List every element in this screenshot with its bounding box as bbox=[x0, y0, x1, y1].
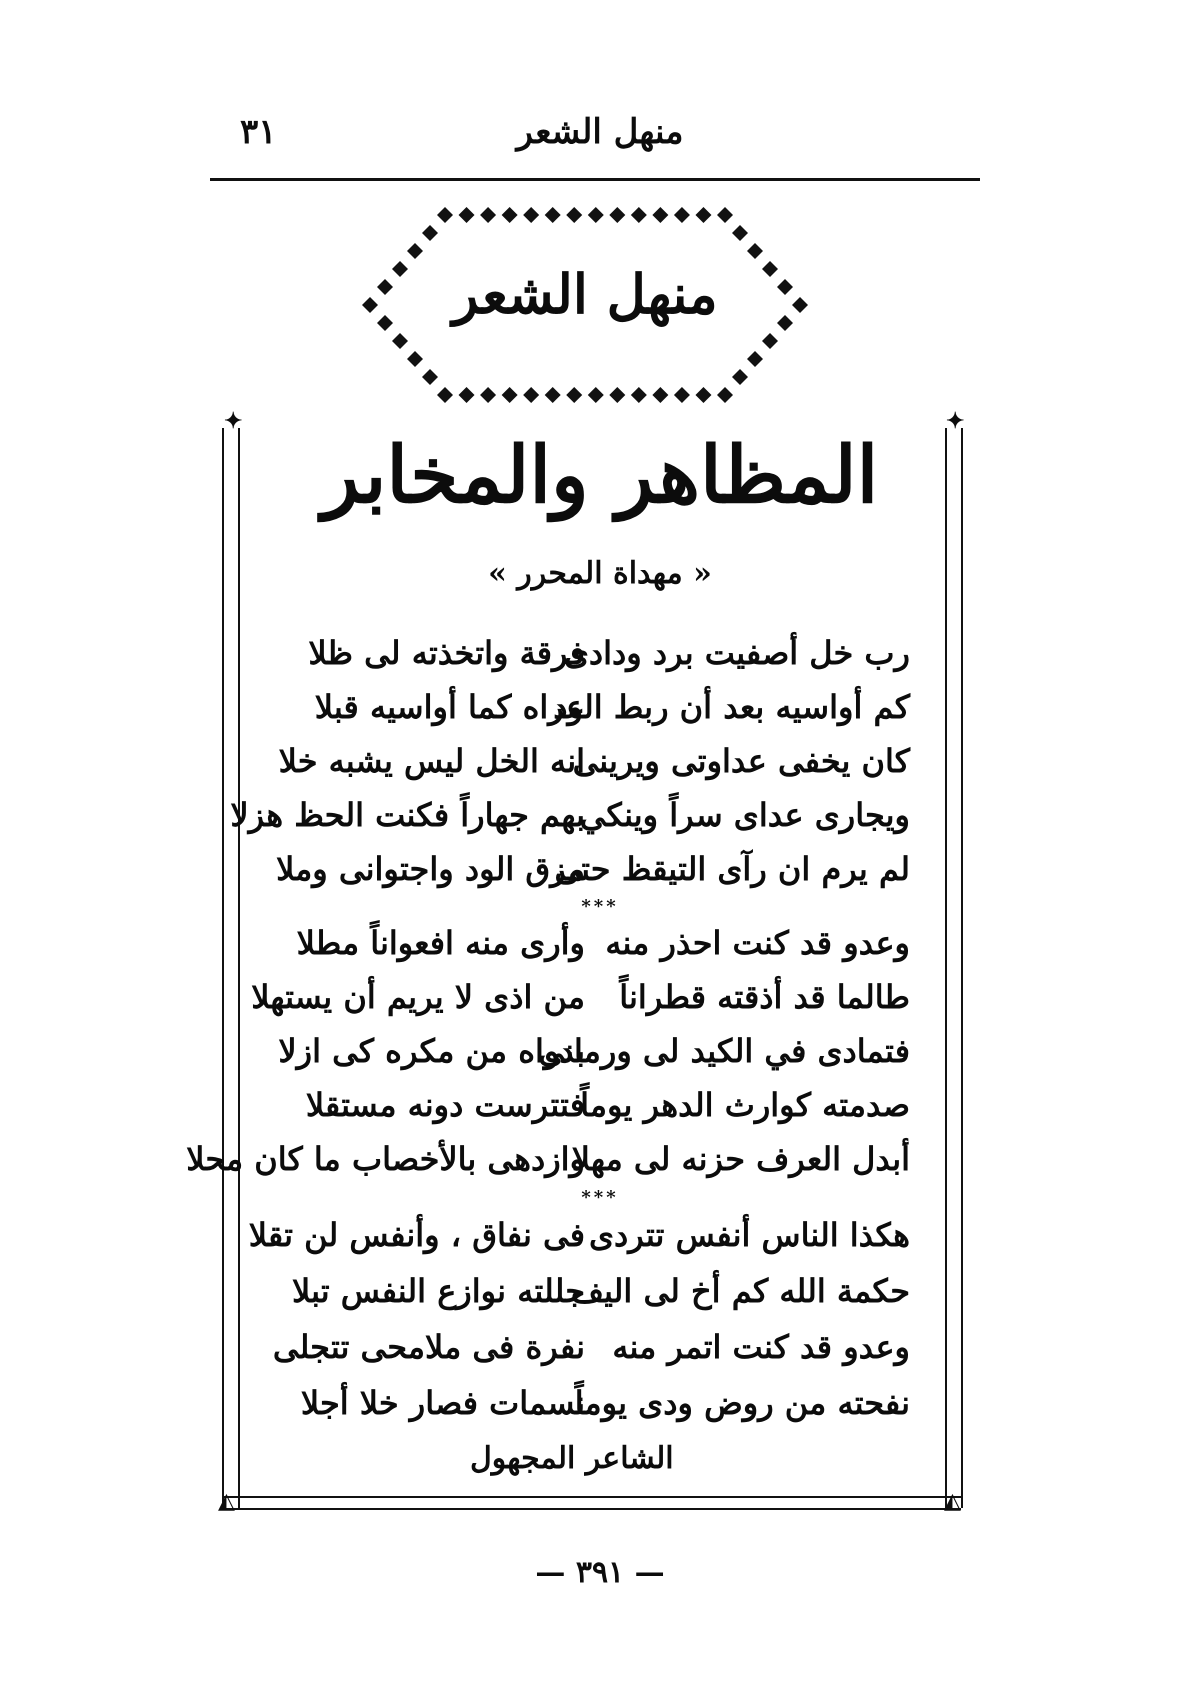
verse-second-hemistich: وازدهى بالأخصاب ما كان محلا bbox=[186, 1140, 585, 1178]
ornament-diamond bbox=[652, 207, 668, 223]
verse-first-hemistich: أبدل العرف حزنه لى مهلا bbox=[571, 1140, 910, 1178]
frame-corner-ornament: ◭ bbox=[218, 1488, 235, 1514]
ornament-diamond bbox=[566, 207, 582, 223]
verse-second-hemistich: نسمات فصار خلا أجلا bbox=[300, 1384, 585, 1422]
ornament-diamond bbox=[545, 387, 561, 403]
verse-second-hemistich: فتترست دونه مستقلا bbox=[305, 1086, 585, 1124]
ornament-diamond bbox=[437, 207, 453, 223]
ornament-diamond bbox=[502, 387, 518, 403]
section-title: منهل الشعر bbox=[452, 262, 718, 326]
ornament-diamond bbox=[588, 387, 604, 403]
stanza-separator: *** bbox=[581, 896, 619, 917]
ornament-diamond bbox=[732, 225, 748, 241]
ornament-diamond bbox=[459, 387, 475, 403]
ornament-diamond bbox=[566, 387, 582, 403]
verse-second-hemistich: انه الخل ليس يشبه خلا bbox=[278, 742, 585, 780]
ornament-diamond bbox=[422, 369, 438, 385]
frame-bottom-border bbox=[222, 1496, 961, 1510]
ornament-diamond bbox=[631, 387, 647, 403]
header-page-number: ٣١ bbox=[240, 112, 277, 152]
verse-first-hemistich: وعدو قد كنت اتمر منه bbox=[612, 1328, 910, 1366]
verse-first-hemistich: وعدو قد كنت احذر منه bbox=[605, 924, 910, 962]
verse-first-hemistich: ويجارى عداى سراً وينكي bbox=[579, 796, 910, 834]
ornament-diamond bbox=[407, 243, 423, 259]
ornament-diamond bbox=[609, 387, 625, 403]
verse-first-hemistich: هكذا الناس أنفس تتردى bbox=[588, 1216, 910, 1254]
stanza-separator: *** bbox=[581, 1187, 619, 1208]
ornament-diamond bbox=[717, 207, 733, 223]
verse-second-hemistich: فرقة واتخذته لى ظلا bbox=[308, 634, 585, 672]
verse-first-hemistich: فتمادى في الكيد لى ورمانى bbox=[538, 1032, 910, 1070]
running-header-title: منهل الشعر bbox=[516, 112, 684, 152]
ornament-diamond bbox=[545, 207, 561, 223]
verse-first-hemistich: حكمة الله كم أخ لى اليف bbox=[570, 1272, 910, 1310]
footer-page-number: — ٣٩١ — bbox=[535, 1555, 665, 1590]
ornament-diamond bbox=[747, 243, 763, 259]
ornament-diamond bbox=[674, 387, 690, 403]
ornament-diamond bbox=[762, 333, 778, 349]
ornament-diamond bbox=[652, 387, 668, 403]
verse-second-hemistich: جللته نوازع النفس تبلا bbox=[291, 1272, 585, 1310]
verse-second-hemistich: وأرى منه افعواناً مطلا bbox=[296, 924, 585, 962]
poet-signature: الشاعر المجهول bbox=[470, 1441, 674, 1476]
ornament-diamond bbox=[631, 207, 647, 223]
verse-first-hemistich: نفحته من روض ودى يوماً bbox=[574, 1384, 910, 1422]
ornament-diamond bbox=[502, 207, 518, 223]
ornament-diamond bbox=[747, 351, 763, 367]
verse-first-hemistich: كان يخفى عداوتى ويرينى bbox=[572, 742, 910, 780]
ornament-diamond bbox=[732, 369, 748, 385]
ornament-diamond bbox=[523, 387, 539, 403]
poem-title: المظاهر والمخابر bbox=[321, 430, 879, 521]
verse-first-hemistich: كم أواسيه بعد أن ربط الود bbox=[553, 688, 910, 726]
ornament-diamond bbox=[480, 207, 496, 223]
frame-corner-ornament: ✦ bbox=[224, 408, 243, 434]
ornament-diamond bbox=[523, 207, 539, 223]
ornament-diamond bbox=[459, 207, 475, 223]
verse-second-hemistich: نفرة فى ملامحى تتجلى bbox=[272, 1328, 585, 1366]
ornament-diamond bbox=[674, 207, 690, 223]
verse-first-hemistich: لم يرم ان رآى التيقظ حتى bbox=[554, 850, 910, 888]
verse-second-hemistich: فى نفاق ، وأنفس لن تقلا bbox=[248, 1216, 585, 1254]
verse-second-hemistich: بدواه من مكره كى ازلا bbox=[278, 1032, 585, 1070]
frame-corner-ornament: ◭ bbox=[944, 1488, 961, 1514]
ornament-diamond bbox=[422, 225, 438, 241]
verse-second-hemistich: عراه كما أواسيه قبلا bbox=[314, 688, 585, 726]
ornament-diamond bbox=[392, 333, 408, 349]
verse-second-hemistich: بهم جهاراً فكنت الحظ هزلا bbox=[230, 796, 585, 834]
ornament-diamond bbox=[695, 387, 711, 403]
verse-second-hemistich: مزق الود واجتوانى وملا bbox=[276, 850, 585, 888]
verse-second-hemistich: من اذى لا يريم أن يستهلا bbox=[251, 978, 585, 1016]
ornament-diamond bbox=[407, 351, 423, 367]
ornament-diamond bbox=[695, 207, 711, 223]
ornament-diamond bbox=[480, 387, 496, 403]
ornament-diamond bbox=[588, 207, 604, 223]
ornament-diamond bbox=[437, 387, 453, 403]
frame-corner-ornament: ✦ bbox=[946, 408, 965, 434]
verse-first-hemistich: صدمته كوارث الدهر يوماً bbox=[580, 1086, 910, 1124]
verse-first-hemistich: طالما قد أذقته قطراناً bbox=[619, 978, 910, 1016]
poem-dedication: « مهداة المحرر » bbox=[488, 556, 712, 591]
verse-first-hemistich: رب خل أصفيت برد ودادى bbox=[563, 634, 910, 672]
ornament-diamond bbox=[717, 387, 733, 403]
header-rule bbox=[210, 178, 980, 181]
ornament-diamond bbox=[609, 207, 625, 223]
